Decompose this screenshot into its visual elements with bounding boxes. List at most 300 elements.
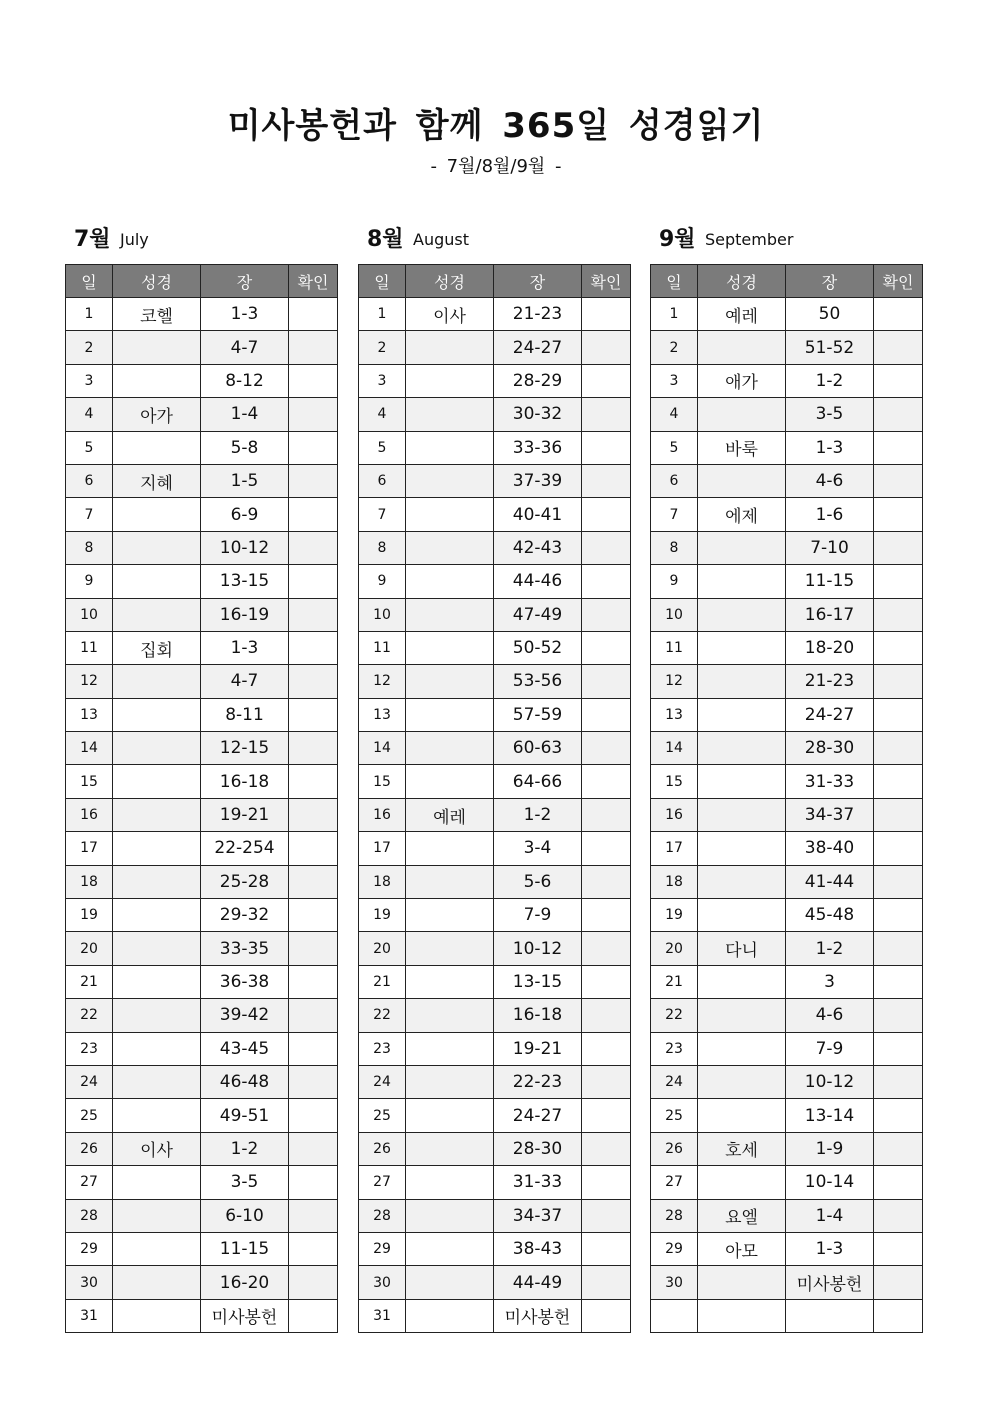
book-cell <box>406 1266 494 1299</box>
check-cell[interactable] <box>874 498 923 531</box>
table-row <box>66 932 338 965</box>
check-cell[interactable] <box>874 698 923 731</box>
day-cell: 5 <box>651 431 698 464</box>
check-cell[interactable] <box>874 832 923 865</box>
check-cell[interactable] <box>289 765 338 798</box>
chapter-cell: 57-59 <box>494 698 582 731</box>
day-cell: 14 <box>66 732 113 765</box>
book-cell <box>698 1299 786 1332</box>
book-cell <box>113 1232 201 1265</box>
check-cell[interactable] <box>874 531 923 564</box>
chapter-cell: 21-23 <box>494 298 582 331</box>
day-cell: 21 <box>66 965 113 998</box>
check-cell[interactable] <box>874 732 923 765</box>
book-cell <box>406 932 494 965</box>
check-cell[interactable] <box>289 331 338 364</box>
check-cell[interactable] <box>582 698 631 731</box>
check-cell[interactable] <box>289 464 338 497</box>
check-cell[interactable] <box>582 298 631 331</box>
header-check: 확인 <box>582 265 631 298</box>
book-cell <box>406 531 494 564</box>
check-cell[interactable] <box>874 1232 923 1265</box>
book-cell <box>406 1065 494 1098</box>
check-cell[interactable] <box>289 1199 338 1232</box>
table-row <box>651 431 923 464</box>
check-cell[interactable] <box>289 1299 338 1332</box>
month-heading <box>65 222 337 264</box>
table-row <box>359 999 631 1032</box>
check-cell[interactable] <box>874 431 923 464</box>
table-row <box>359 331 631 364</box>
chapter-cell: 7-10 <box>786 531 874 564</box>
book-cell <box>406 732 494 765</box>
book-cell: 이사 <box>406 298 494 331</box>
book-cell <box>406 865 494 898</box>
table-row <box>359 965 631 998</box>
day-cell: 31 <box>359 1299 406 1332</box>
table-row <box>651 331 923 364</box>
chapter-cell: 8-12 <box>201 364 289 397</box>
check-cell[interactable] <box>874 798 923 831</box>
chapter-cell: 13-14 <box>786 1099 874 1132</box>
check-cell[interactable] <box>289 1065 338 1098</box>
day-cell: 3 <box>651 364 698 397</box>
day-cell: 27 <box>651 1166 698 1199</box>
day-cell: 29 <box>651 1232 698 1265</box>
check-cell[interactable] <box>582 1232 631 1265</box>
check-cell[interactable] <box>582 498 631 531</box>
check-cell[interactable] <box>289 798 338 831</box>
chapter-cell: 1-3 <box>201 631 289 664</box>
check-cell[interactable] <box>582 1065 631 1098</box>
check-cell[interactable] <box>289 598 338 631</box>
check-cell[interactable] <box>582 899 631 932</box>
chapter-cell: 22-254 <box>201 832 289 865</box>
chapter-cell: 10-12 <box>786 1065 874 1098</box>
check-cell[interactable] <box>582 865 631 898</box>
chapter-cell: 64-66 <box>494 765 582 798</box>
check-cell[interactable] <box>289 631 338 664</box>
table-row <box>651 899 923 932</box>
table-row <box>651 1199 923 1232</box>
table-row <box>66 531 338 564</box>
table-row <box>66 832 338 865</box>
month-name: 7월 <box>74 227 111 252</box>
chapter-cell: 미사봉헌 <box>201 1299 289 1332</box>
table-row <box>66 464 338 497</box>
check-cell[interactable] <box>289 431 338 464</box>
chapter-cell: 3-5 <box>786 398 874 431</box>
table-row <box>359 1099 631 1132</box>
check-cell[interactable] <box>582 765 631 798</box>
table-row <box>66 631 338 664</box>
day-cell: 4 <box>359 398 406 431</box>
check-cell[interactable] <box>874 1199 923 1232</box>
chapter-cell: 46-48 <box>201 1065 289 1098</box>
table-row <box>651 464 923 497</box>
day-cell: 29 <box>359 1232 406 1265</box>
header-check: 확인 <box>289 265 338 298</box>
check-cell[interactable] <box>874 398 923 431</box>
book-cell <box>698 1065 786 1098</box>
check-cell[interactable] <box>582 598 631 631</box>
day-cell: 27 <box>359 1166 406 1199</box>
chapter-cell: 49-51 <box>201 1099 289 1132</box>
book-cell <box>406 765 494 798</box>
check-cell[interactable] <box>289 1232 338 1265</box>
chapter-cell: 39-42 <box>201 999 289 1032</box>
day-cell: 29 <box>66 1232 113 1265</box>
check-cell[interactable] <box>582 398 631 431</box>
check-cell[interactable] <box>874 464 923 497</box>
book-cell: 다니 <box>698 932 786 965</box>
table-row <box>359 932 631 965</box>
table-row <box>66 965 338 998</box>
book-cell: 코헬 <box>113 298 201 331</box>
chapter-cell: 31-33 <box>786 765 874 798</box>
day-cell: 22 <box>66 999 113 1032</box>
chapter-cell: 4-7 <box>201 665 289 698</box>
check-cell[interactable] <box>289 531 338 564</box>
book-cell <box>406 464 494 497</box>
check-cell[interactable] <box>582 732 631 765</box>
book-cell <box>113 1199 201 1232</box>
check-cell[interactable] <box>874 1266 923 1299</box>
chapter-cell: 47-49 <box>494 598 582 631</box>
book-cell <box>698 732 786 765</box>
chapter-cell: 3 <box>786 965 874 998</box>
chapter-cell: 13-15 <box>201 565 289 598</box>
day-cell: 20 <box>359 932 406 965</box>
header-check: 확인 <box>874 265 923 298</box>
check-cell[interactable] <box>582 431 631 464</box>
check-cell[interactable] <box>874 865 923 898</box>
check-cell[interactable] <box>289 1032 338 1065</box>
table-row <box>651 732 923 765</box>
chapter-cell: 44-46 <box>494 565 582 598</box>
day-cell: 8 <box>66 531 113 564</box>
chapter-cell: 28-30 <box>494 1132 582 1165</box>
check-cell[interactable] <box>289 832 338 865</box>
check-cell[interactable] <box>289 932 338 965</box>
header-chapter: 장 <box>786 265 874 298</box>
check-cell[interactable] <box>874 565 923 598</box>
table-row <box>66 665 338 698</box>
table-row <box>359 1232 631 1265</box>
chapter-cell: 50-52 <box>494 631 582 664</box>
chapter-cell: 28-29 <box>494 364 582 397</box>
check-cell[interactable] <box>874 1065 923 1098</box>
chapter-cell: 21-23 <box>786 665 874 698</box>
check-cell[interactable] <box>582 364 631 397</box>
day-cell: 15 <box>359 765 406 798</box>
table-row <box>66 899 338 932</box>
book-cell <box>406 1199 494 1232</box>
book-cell <box>698 1166 786 1199</box>
book-cell <box>406 965 494 998</box>
check-cell[interactable] <box>289 1166 338 1199</box>
table-row <box>359 364 631 397</box>
check-cell[interactable] <box>289 865 338 898</box>
book-cell: 아모 <box>698 1232 786 1265</box>
day-cell: 21 <box>651 965 698 998</box>
check-cell[interactable] <box>582 331 631 364</box>
table-row <box>651 598 923 631</box>
book-cell <box>113 999 201 1032</box>
day-cell: 3 <box>66 364 113 397</box>
book-cell <box>113 565 201 598</box>
book-cell <box>113 698 201 731</box>
chapter-cell: 13-15 <box>494 965 582 998</box>
table-row <box>66 865 338 898</box>
table-row <box>66 431 338 464</box>
chapter-cell: 5-8 <box>201 431 289 464</box>
day-cell: 30 <box>66 1266 113 1299</box>
book-cell: 요엘 <box>698 1199 786 1232</box>
book-cell <box>113 899 201 932</box>
day-cell: 1 <box>66 298 113 331</box>
chapter-cell: 4-7 <box>201 331 289 364</box>
chapter-cell: 1-5 <box>201 464 289 497</box>
month-name: 9월 <box>659 227 696 252</box>
check-cell[interactable] <box>289 665 338 698</box>
check-cell[interactable] <box>874 1032 923 1065</box>
book-cell <box>698 398 786 431</box>
day-cell: 25 <box>359 1099 406 1132</box>
table-row <box>651 1065 923 1098</box>
check-cell[interactable] <box>289 1132 338 1165</box>
book-cell: 예레 <box>406 798 494 831</box>
table-row <box>651 932 923 965</box>
check-cell[interactable] <box>582 1132 631 1165</box>
chapter-cell: 33-35 <box>201 932 289 965</box>
book-cell: 호세 <box>698 1132 786 1165</box>
day-cell: 24 <box>651 1065 698 1098</box>
chapter-cell: 38-43 <box>494 1232 582 1265</box>
check-cell[interactable] <box>874 298 923 331</box>
day-cell <box>651 1299 698 1332</box>
table-row <box>651 398 923 431</box>
book-cell <box>113 1266 201 1299</box>
chapter-cell: 50 <box>786 298 874 331</box>
book-cell <box>406 899 494 932</box>
chapter-cell: 1-2 <box>786 364 874 397</box>
check-cell[interactable] <box>874 598 923 631</box>
check-cell[interactable] <box>582 1299 631 1332</box>
table-row <box>66 1199 338 1232</box>
book-cell <box>113 1032 201 1065</box>
chapter-cell: 34-37 <box>786 798 874 831</box>
chapter-cell: 12-15 <box>201 732 289 765</box>
check-cell[interactable] <box>582 1166 631 1199</box>
day-cell: 1 <box>651 298 698 331</box>
chapter-cell: 1-2 <box>786 932 874 965</box>
day-cell: 24 <box>359 1065 406 1098</box>
table-row <box>66 598 338 631</box>
check-cell[interactable] <box>289 732 338 765</box>
book-cell: 예레 <box>698 298 786 331</box>
day-cell: 10 <box>66 598 113 631</box>
day-cell: 3 <box>359 364 406 397</box>
check-cell[interactable] <box>289 498 338 531</box>
check-cell[interactable] <box>874 932 923 965</box>
book-cell <box>698 1266 786 1299</box>
check-cell[interactable] <box>582 832 631 865</box>
table-row <box>651 565 923 598</box>
book-cell <box>406 565 494 598</box>
check-cell[interactable] <box>582 565 631 598</box>
day-cell: 16 <box>66 798 113 831</box>
book-cell <box>113 965 201 998</box>
check-cell[interactable] <box>582 1199 631 1232</box>
table-row <box>359 798 631 831</box>
check-cell[interactable] <box>582 1099 631 1132</box>
check-cell[interactable] <box>289 698 338 731</box>
check-cell[interactable] <box>874 1299 923 1332</box>
table-row <box>359 1299 631 1332</box>
chapter-cell: 4-6 <box>786 999 874 1032</box>
check-cell[interactable] <box>582 798 631 831</box>
day-cell: 11 <box>651 631 698 664</box>
check-cell[interactable] <box>582 531 631 564</box>
book-cell <box>406 1132 494 1165</box>
book-cell <box>113 1065 201 1098</box>
day-cell: 16 <box>359 798 406 831</box>
day-cell: 12 <box>66 665 113 698</box>
month-block <box>65 222 337 1333</box>
table-row <box>359 531 631 564</box>
check-cell[interactable] <box>874 765 923 798</box>
check-cell[interactable] <box>289 298 338 331</box>
day-cell: 22 <box>651 999 698 1032</box>
table-row <box>651 1032 923 1065</box>
chapter-cell: 19-21 <box>201 798 289 831</box>
month-english-name: August <box>413 230 469 249</box>
day-cell: 17 <box>66 832 113 865</box>
check-cell[interactable] <box>874 631 923 664</box>
table-row <box>359 732 631 765</box>
table-row <box>66 1266 338 1299</box>
check-cell[interactable] <box>582 631 631 664</box>
day-cell: 12 <box>651 665 698 698</box>
table-row <box>359 464 631 497</box>
table-row <box>651 498 923 531</box>
table-row <box>651 865 923 898</box>
book-cell <box>406 1299 494 1332</box>
day-cell: 23 <box>651 1032 698 1065</box>
day-cell: 24 <box>66 1065 113 1098</box>
check-cell[interactable] <box>874 1166 923 1199</box>
table-row <box>651 1266 923 1299</box>
check-cell[interactable] <box>582 464 631 497</box>
table-row <box>359 398 631 431</box>
check-cell[interactable] <box>874 1132 923 1165</box>
day-cell: 20 <box>651 932 698 965</box>
check-cell[interactable] <box>289 565 338 598</box>
day-cell: 28 <box>359 1199 406 1232</box>
book-cell <box>698 1099 786 1132</box>
month-block <box>358 222 630 1333</box>
check-cell[interactable] <box>289 965 338 998</box>
book-cell <box>113 798 201 831</box>
book-cell <box>698 765 786 798</box>
check-cell[interactable] <box>289 899 338 932</box>
check-cell[interactable] <box>582 965 631 998</box>
check-cell[interactable] <box>582 1032 631 1065</box>
check-cell[interactable] <box>289 398 338 431</box>
check-cell[interactable] <box>289 999 338 1032</box>
day-cell: 9 <box>66 565 113 598</box>
table-row <box>359 665 631 698</box>
day-cell: 11 <box>66 631 113 664</box>
chapter-cell: 33-36 <box>494 431 582 464</box>
book-cell <box>698 698 786 731</box>
book-cell <box>113 1099 201 1132</box>
day-cell: 10 <box>651 598 698 631</box>
day-cell: 14 <box>359 732 406 765</box>
chapter-cell: 7-9 <box>786 1032 874 1065</box>
table-row <box>651 1299 923 1332</box>
check-cell[interactable] <box>874 364 923 397</box>
table-row <box>359 431 631 464</box>
book-cell <box>406 631 494 664</box>
check-cell[interactable] <box>289 364 338 397</box>
chapter-cell: 19-21 <box>494 1032 582 1065</box>
table-row <box>359 298 631 331</box>
check-cell[interactable] <box>582 932 631 965</box>
chapter-cell: 24-27 <box>494 1099 582 1132</box>
check-cell[interactable] <box>874 665 923 698</box>
check-cell[interactable] <box>582 665 631 698</box>
day-cell: 26 <box>651 1132 698 1165</box>
table-row <box>651 999 923 1032</box>
check-cell[interactable] <box>289 1099 338 1132</box>
chapter-cell: 6-10 <box>201 1199 289 1232</box>
day-cell: 18 <box>651 865 698 898</box>
chapter-cell: 1-4 <box>786 1199 874 1232</box>
day-cell: 7 <box>359 498 406 531</box>
table-row <box>651 1232 923 1265</box>
table-row <box>359 1166 631 1199</box>
check-cell[interactable] <box>874 965 923 998</box>
chapter-cell: 45-48 <box>786 899 874 932</box>
chapter-cell: 31-33 <box>494 1166 582 1199</box>
day-cell: 16 <box>651 798 698 831</box>
book-cell <box>406 598 494 631</box>
check-cell[interactable] <box>874 899 923 932</box>
header-book: 성경 <box>113 265 201 298</box>
table-row <box>66 565 338 598</box>
chapter-cell: 43-45 <box>201 1032 289 1065</box>
book-cell <box>406 1099 494 1132</box>
table-row <box>651 765 923 798</box>
book-cell <box>406 1166 494 1199</box>
book-cell <box>698 331 786 364</box>
chapter-cell: 7-9 <box>494 899 582 932</box>
chapter-cell: 42-43 <box>494 531 582 564</box>
check-cell[interactable] <box>582 999 631 1032</box>
check-cell[interactable] <box>582 1266 631 1299</box>
check-cell[interactable] <box>874 999 923 1032</box>
check-cell[interactable] <box>289 1266 338 1299</box>
day-cell: 28 <box>651 1199 698 1232</box>
day-cell: 2 <box>651 331 698 364</box>
day-cell: 8 <box>359 531 406 564</box>
check-cell[interactable] <box>874 331 923 364</box>
check-cell[interactable] <box>874 1099 923 1132</box>
book-cell: 집회 <box>113 631 201 664</box>
table-row <box>66 1132 338 1165</box>
